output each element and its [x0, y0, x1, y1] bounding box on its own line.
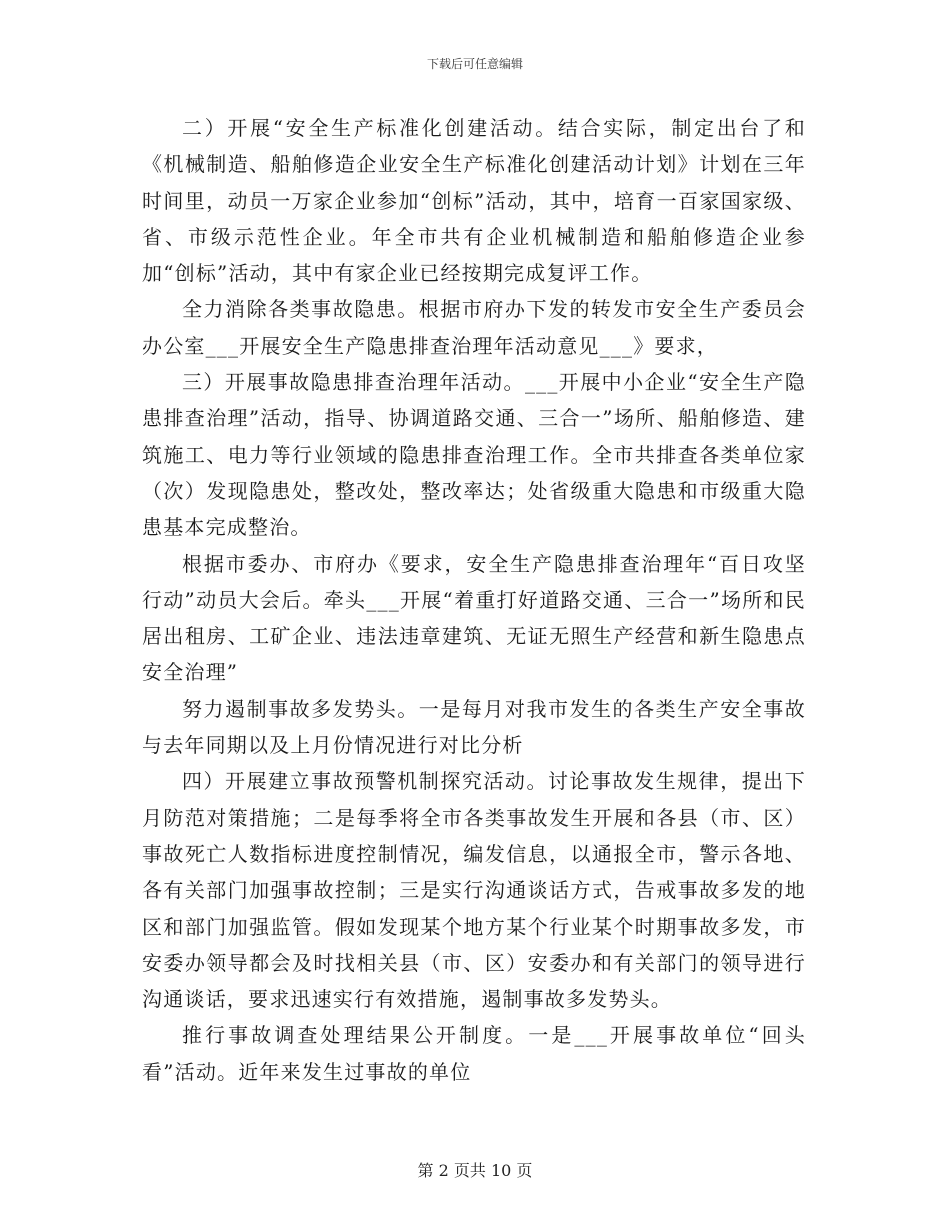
- page-number: 第 2 页共 10 页: [417, 1161, 533, 1180]
- paragraph: 根据市委办、市府办《要求，安全生产隐患排查治理年“百日攻坚行动”动员大会后。牵头___开展“着重打好道路交通、三合一”场所和民居出租房、工矿企业、违法违章建筑、无证无照生产经营和新生隐患点安全治理”: [142, 551, 806, 685]
- paragraph: 全力消除各类事故隐患。根据市府办下发的转发市安全生产委员会办公室___开展安全生产隐患排查治理年活动意见___》要求，: [142, 297, 806, 358]
- paragraph: 三）开展事故隐患排查治理年活动。___开展中小企业“安全生产隐患排查治理”活动，指导、协调道路交通、三合一”场所、船舶修造、建筑施工、电力等行业领域的隐患排查治理工作。全市共排查各类单位家（次）发现隐患处，整改处，整改率达；处省级重大隐患和市级重大隐患基本完成整治。: [142, 370, 806, 540]
- paragraph: 二）开展“安全生产标准化创建活动。结合实际，制定出台了和《机械制造、船舶修造企业安全生产标准化创建活动计划》计划在三年时间里，动员一万家企业参加“创标”活动，其中，培育一百家国家级、省、市级示范性企业。年全市共有企业机械制造和船舶修造企业参加“创标”活动，其中有家企业已经按期完成复评工作。: [142, 116, 806, 286]
- page-header-note: 下载后可任意编辑: [426, 57, 523, 71]
- paragraph: 四）开展建立事故预警机制探究活动。讨论事故发生规律，提出下月防范对策措施；二是每季将全市各类事故发生开展和各县（市、区）事故死亡人数指标进度控制情况，编发信息，以通报全市，警示各地、各有关部门加强事故控制；三是实行沟通谈话方式，告戒事故多发的地区和部门加强监管。假如发现某个地方某个行业某个时期事故多发，市安委办领导都会及时找相关县（市、区）安委办和有关部门的领导进行沟通谈话，要求迅速实行有效措施，遏制事故多发势头。: [142, 769, 806, 1012]
- paragraph: 推行事故调查处理结果公开制度。一是___开展事故单位“回头看”活动。近年来发生过事故的单位: [142, 1023, 806, 1084]
- paragraph: 努力遏制事故多发势头。一是每月对我市发生的各类生产安全事故与去年同期以及上月份情况进行对比分析: [142, 696, 806, 758]
- document-body: [142, 110, 806, 1090]
